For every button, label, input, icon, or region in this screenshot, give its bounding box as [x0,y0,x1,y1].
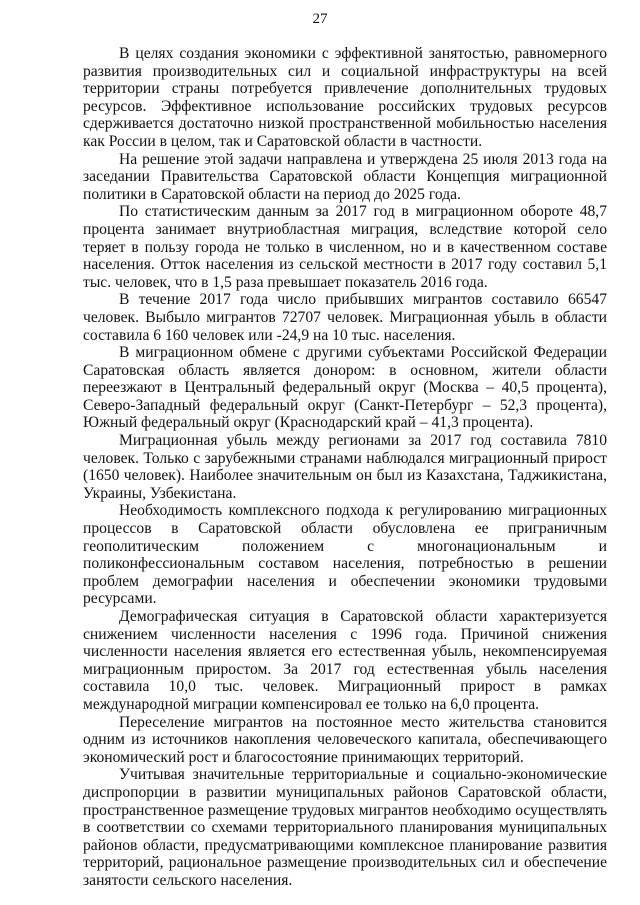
paragraph-demographic-situation: Демографическая ситуация в Саратовской области характеризуется снижением численности населения с 1996 года. Причиной снижения численности населения является его естественная убыль, некомпенсируемая миграционным приростом. За 2017 год естественная убыль населения составила 10,0 тыс. человек. Миграционный прирост в рамках международной миграции компенсировал ее только на 6,0 процента. [83,608,607,713]
paragraph-comprehensive-approach: Необходимость комплексного подхода к регулированию миграционных процессов в Саратовской области обусловлена ее приграничным геополитическим положением с многонациональным и поликонфессиональным составом населения, потребностью в решении проблем демографии населения и обеспечении экономики трудовыми ресурсами. [83,502,607,608]
paragraph-interregional-loss: Миграционная убыль между регионами за 2017 год составила 7810 человек. Только с зарубежными странами наблюдался миграционный прирост (1650 человек). Наиболее значительным он был из Казахстана, Таджикистана, Украины, Узбекистана. [83,432,607,502]
paragraph-territorial-planning: Учитывая значительные территориальные и социально-экономические диспропорции в развитии муниципальных районов Саратовской области, пространственное размещение трудовых мигрантов необходимо осуществлять в соответствии со схемами территориального планирования муниципальных районов области, предусматривающими комплексное планирование развития территорий, рациональное размещение производительных сил и обеспечение занятости сельского населения. [83,766,607,889]
paragraph-arrivals-departures: В течение 2017 года число прибывших мигрантов составило 66547 человек. Выбыло мигрантов 72707 человек. Миграционная убыль в области составила 6 160 человек или -24,9 на 10 тыс. населения. [83,291,607,344]
paragraph-migration-concept: На решение этой задачи направлена и утверждена 25 июля 2013 года на заседании Правительства Саратовской области Концепция миграционной политики в Саратовской области на период до 2025 года. [83,150,607,203]
document-body [83,45,607,890]
paragraph-employment-resources: В целях создания экономики с эффективной занятостью, равномерного развития производительных сил и социальной инфраструктуры на всей территории страны потребуется привлечение дополнительных трудовых ресурсов. Эффективное использование российских трудовых ресурсов сдерживается достаточно низкой пространственной мобильностью населения как России в целом, так и Саратовской области в частности. [83,45,607,150]
page-number: 27 [312,11,328,27]
paragraph-migration-exchange: В миграционном обмене с другими субъектами Российской Федерации Саратовская область является донором: в основном, жители области переезжают в Центральный федеральный округ (Москва – 40,5 процента), Северо-Западный федеральный округ (Санкт-Петербург – 52,3 процента), Южный федеральный округ (Краснодарский край – 41,3 процента). [83,344,607,432]
paragraph-statistics-2017: По статистическим данным за 2017 год в миграционном обороте 48,7 процента занимает внутриобластная миграция, вследствие которой село теряет в пользу города не только в численном, но и в качественном составе населения. Отток населения из сельской местности в 2017 году составил 5,1 тыс. человек, что в 1,5 раза превышает показатель 2016 года. [83,203,607,291]
paragraph-resettlement: Переселение мигрантов на постоянное место жительства становится одним из источников накопления человеческого капитала, обеспечивающего экономический рост и благосостояние принимающих территорий. [83,713,607,766]
